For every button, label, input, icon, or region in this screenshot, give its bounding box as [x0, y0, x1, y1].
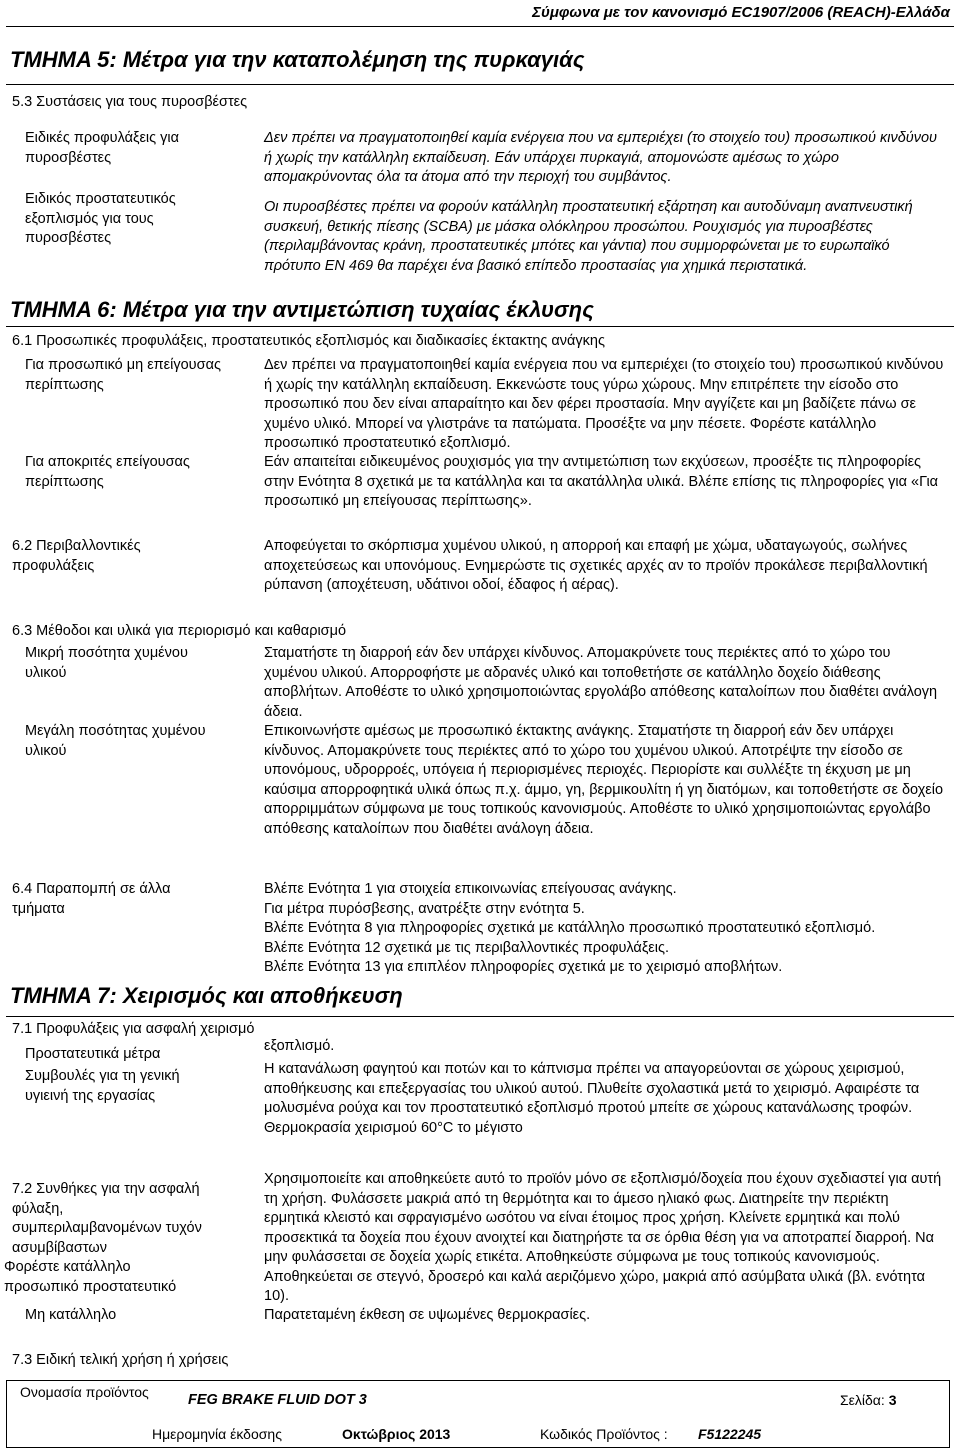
section-7-rule [6, 1016, 954, 1017]
other-sections-label: 6.4 Παραπομπή σε άλλα τμήματα [12, 881, 171, 917]
hygiene-text: Η κατανάλωση φαγητού και ποτών και το κάπνισμα πρέπει να απαγορεύονται σε χώρους χειρισμού, αποθήκευσης και επεξεργασίας του υλικού αυτού. Πλυθείτε σχολαστικά μετά το χειρισμό. Αφαιρέστε τα μολυσμένα ρούχα και τον προστατευτικό εξοπλισμό προτού μπείτε σε χώρους κατανάλωσης τροφών. [264, 1061, 920, 1116]
environmental-precautions-label: 6.2 Περιβαλλοντικές προφυλάξεις [12, 538, 141, 574]
section-5-rule [6, 84, 954, 85]
ref-line: Βλέπε Ενότητα 8 για πληροφορίες σχετικά με κατάλληλο προσωπικό προστατευτικό εξοπλισμό. [264, 920, 876, 936]
wear-ppe-label: Φορέστε κατάλληλο προσωπικό προστατευτικό [4, 1259, 177, 1295]
ref-line: Βλέπε Ενότητα 12 σχετικά με τις περιβαλλοντικές προφυλάξεις. [264, 939, 670, 956]
protective-measures-label: Προστατευτικά μέτρα [25, 1046, 161, 1062]
emergency-responders-text: Εάν απαιτείται ειδικευμένος ρουχισμός για την αντιμετώπιση των εκχύσεων, προσέξτε τις πληροφορίες στην Ενότητα 8 σχετικά με τα κατάλληλα και τα ακατάλληλα υλικά. Βλέπε επίσης τις πληροφορίες για «Για προσωπικό μη επείγουσας περίπτωσης». [264, 454, 939, 509]
unsuitable-label: Μη κατάλληλο [25, 1307, 117, 1323]
subsection-6-3: 6.3 Μέθοδοι και υλικά για περιορισμό και καθαρισμό [12, 623, 347, 639]
handling-temperature: Θερμοκρασία χειρισμού 60°C το μέγιστο [264, 1119, 523, 1136]
section-6-rule [6, 326, 954, 327]
firefighter-precautions-text: Δεν πρέπει να πραγματοποιηθεί καμία ενέργεια που να εμπεριέχει (το στοιχείο του) προσωπικού κινδύνου ή χωρίς την κατάλληλη εκπαίδευση. Εάν υπάρχει πυρκαγιά, απομονώστε αμέσως το χώρο απομακρύνοντας όλα τα άτομα από την περιοχή του συμβάντος. [264, 130, 938, 185]
ref-line: Βλέπε Ενότητα 13 για επιπλέον πληροφορίες σχετικά με το χειρισμό αποβλήτων. [264, 959, 783, 975]
section-7-title: ΤΜΗΜΑ 7: Χειρισμός και αποθήκευση [10, 983, 403, 1008]
unsuitable-text: Παρατεταμένη έκθεση σε υψωμένες θερμοκρασίες. [264, 1307, 591, 1323]
regulation-header: Σύμφωνα με τον κανονισμό EC1907/2006 (REACH)-Ελλάδα [532, 4, 950, 21]
page-indicator [840, 1392, 896, 1408]
subsection-6-1: 6.1 Προσωπικές προφυλάξεις, προστατευτικός εξοπλισμός και διαδικασίες έκτακτης ανάγκης [12, 333, 605, 349]
section-6-title: ΤΜΗΜΑ 6: Μέτρα για την αντιμετώπιση τυχαίας έκλυσης [10, 297, 594, 322]
non-emergency-label: Για προσωπικό μη επείγουσας περίπτωσης [25, 357, 221, 393]
subsection-5-3: 5.3 Συστάσεις για τους πυροσβέστες [12, 94, 248, 110]
subsection-7-3: 7.3 Ειδική τελική χρήση ή χρήσεις [12, 1352, 229, 1368]
firefighter-precautions-label: Ειδικές προφυλάξεις για πυροσβέστες [25, 130, 180, 166]
section-5-title: ΤΜΗΜΑ 5: Μέτρα για την καταπολέμηση της πυρκαγιάς [10, 47, 585, 72]
storage-conditions-label: 7.2 Συνθήκες για την ασφαλή φύλαξη, συμπεριλαμβανομένων τυχόν ασυμβίβαστων [12, 1181, 202, 1256]
small-spill-text: Σταματήστε τη διαρροή εάν δεν υπάρχει κίνδυνος. Απομακρύνετε τους περιέκτες από το χώρο του χυμένου υλικού. Απορροφήστε με αδρανές υλικό και τοποθετήστε σε κατάλληλο δοχείο διάθεσης αποβλήτων. Αποθέστε το υλικό χρησιμοποιώντας εργολάβο απόθεσης καταλοίπων που διαθέτει ανάλογη άδεια. [264, 645, 938, 720]
product-name: FEG BRAKE FLUID DOT 3 [188, 1392, 367, 1408]
emergency-responders-label: Για αποκριτές επείγουσας περίπτωσης [25, 454, 190, 490]
large-spill-text: Επικοινωνήστε αμέσως με προσωπικό έκτακτης ανάγκης. Σταματήστε τη διαρροή εάν δεν υπάρχει κίνδυνος. Απομακρύνετε τους περιέκτες από το χώρο του χυμένου υλικού. Αποτρέψτε την είσοδο σε υπονόμους, υδρορροές, υπόγεια ή περιορισμένες περιοχές. Περιορίστε και συλλέξτε τη έκχυση με μη καύσιμα απορροφητικά υλικά όπως π.χ. άμμο, γη, βερμικουλίτη ή γη διατόμων, και τοποθετήστε σε δοχείο απορριμμάτων σύμφωνα με τους τοπικούς κανονισμούς. Αποθέστε το υλικό χρησιμοποιώντας εργολάβο απόθεσης καταλοίπων που διαθέτει ανάλογη άδεια. [264, 723, 944, 837]
product-name-label: Ονομασία προϊόντος [20, 1384, 149, 1400]
large-spill-label: Μεγάλη ποσότητας χυμένου υλικού [25, 723, 206, 759]
issue-date-label: Ημερομηνία έκδοσης [152, 1426, 282, 1442]
non-emergency-text: Δεν πρέπει να πραγματοποιηθεί καμία ενέργεια που να εμπεριέχει (το στοιχείο του) προσωπικού κινδύνου ή χωρίς την κατάλληλη εκπαίδευση. Εκκενώστε τους γύρω χώρους. Μην επιτρέπετε την είσοδο στο προσωπικό που δεν είναι απαραίτητο και δεν φέρει προστασία. Μην αγγίζετε και μη βαδίζετε πάνω σε χυμένο υλικό. Μπορεί να γλιστράνε τα πατώματα. Προσέξτε να μην πέσετε. Φορέστε κατάλληλο προσωπικό προστατευτικό εξοπλισμό. [264, 357, 944, 451]
page-label: Σελίδα: [840, 1392, 885, 1408]
page-number: 3 [888, 1392, 897, 1408]
hygiene-label: Συμβουλές για τη γενική υγιεινή της εργασίας [25, 1068, 180, 1104]
protective-measures-text: εξοπλισμό. [264, 1038, 335, 1054]
firefighter-equipment-label: Ειδικός προστατευτικός εξοπλισμός για τους πυροσβέστες [25, 191, 176, 246]
issue-date: Οκτώβριος 2013 [342, 1426, 451, 1442]
other-sections-list [264, 880, 948, 978]
hygiene-block [264, 1060, 948, 1138]
environmental-precautions-text: Αποφεύγεται το σκόρπισμα χυμένου υλικού, η απορροή και επαφή με χώμα, υδαταγωγούς, σωλήνες αποχετεύσεως και υπονόμους. Ενημερώστε τις σχετικές αρχές αν το προϊόν προκάλεσε περιβαλλοντική ρύπανση (αποχέτευση, υδάτινοι οδοί, έδαφος ή αέρας). [264, 538, 928, 593]
storage-conditions-text: Χρησιμοποιείτε και αποθηκεύετε αυτό το προϊόν μόνο σε εξοπλισμό/δοχεία που έχουν σχεδιαστεί για αυτή τη χρήση. Φυλάσσετε μακριά από τη θερμότητα και το άμεσο ηλιακό φως. Διατηρείτε την περιέκτη ερμητικά κλειστό και σφραγισμένο ωσότου να είναι έτοιμος προς χρήση. Κλείνετε ερμητικά και πολύ προσεκτικά τα δοχεία που έχουν ανοιχτεί και διατηρήστε τα σε όρθια θέση για να αποτραπεί διαρροή. Να μην φυλάσσεται σε δοχεία χωρίς ετικέτα. Αποθηκεύστε σύμφωνα με τους τοπικούς κανονισμούς. Αποθηκεύεται σε στεγνό, δροσερό και καλά αεριζόμενο χώρο, μακριά από ασύμβατα υλικά (βλ. ενότητα 10). [264, 1171, 942, 1304]
ref-line: Βλέπε Ενότητα 1 για στοιχεία επικοινωνίας επείγουσας ανάγκης. [264, 881, 677, 897]
product-code-label: Κωδικός Προϊόντος : [540, 1426, 668, 1442]
ref-line: Για μέτρα πυρόσβεσης, ανατρέξτε στην ενότητα 5. [264, 900, 585, 917]
subsection-7-1: 7.1 Προφυλάξεις για ασφαλή χειρισμό [12, 1021, 255, 1037]
firefighter-equipment-text: Οι πυροσβέστες πρέπει να φορούν κατάλληλη προστατευτική εξάρτηση και αυτοδύναμη αναπνευστική συσκευή, θετικής πίεσης (SCBA) με μάσκα ολόκληρου προσώπου. Ρουχισμός για πυροσβέστες (περιλαμβάνοντας κράνη, προστατευτικές μπότες και γάντια) που συμμορφώνεται με το ευρωπαϊκό πρότυπο EN 469 θα παρέχει ένα βασικό επίπεδο προστασίας για χημικά περιστατικά. [264, 199, 913, 274]
header-rule [6, 26, 954, 27]
small-spill-label: Μικρή ποσότητα χυμένου υλικού [25, 645, 188, 681]
product-code: F5122245 [698, 1426, 762, 1442]
